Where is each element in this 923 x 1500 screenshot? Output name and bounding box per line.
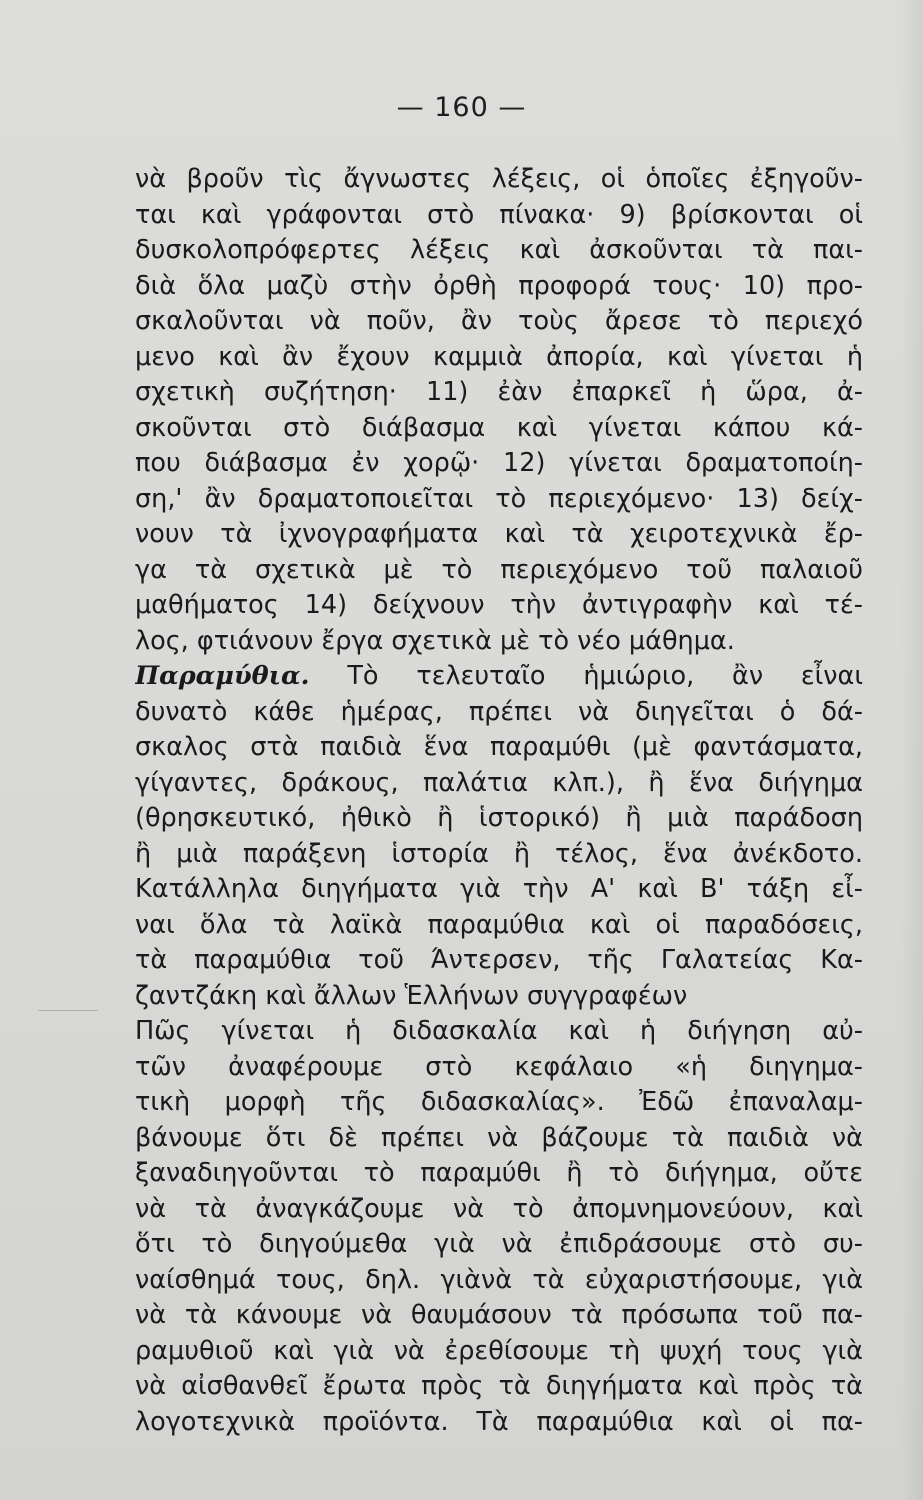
text-line: ξαναδιηγοῦνται τὸ παραμύθι ἢ τὸ διήγημα, οὔτε bbox=[135, 1158, 863, 1188]
text-line: μαθήματος 14) δείχνουν τὴν ἀντιγραφὴν καὶ τέ- bbox=[135, 590, 863, 620]
text-line: Κατάλληλα διηγήματα γιὰ τὴν Α' καὶ Β' τάξη εἶ- bbox=[135, 874, 863, 904]
text-line: σκοῦνται στὸ διάβασμα καὶ γίνεται κάπου κά- bbox=[135, 412, 863, 443]
text-line: ναίσθημά τους, δηλ. γιὰνὰ τὰ εὐχαριστήσουμε, γιὰ bbox=[135, 1264, 863, 1295]
text-line: ἢ μιὰ παράξενη ἱστορία ἢ τέλος, ἕνα ἀνέκδοτο. bbox=[135, 838, 863, 869]
text-line: ὅτι τὸ διηγούμεθα γιὰ νὰ ἐπιδράσουμε στὸ συ- bbox=[135, 1229, 863, 1259]
page-number: — 160 — bbox=[396, 92, 527, 123]
text-line: ται καὶ γράφονται στὸ πίνακα· 9) βρίσκονται οἱ bbox=[135, 199, 863, 230]
text-line: μενο καὶ ἂν ἔχουν καμμιὰ ἀπορία, καὶ γίνεται ἡ bbox=[135, 341, 863, 372]
text-line: λογοτεχνικὰ προϊόντα. Τὰ παραμύθια καὶ οἱ πα- bbox=[135, 1406, 863, 1437]
text-line: (θρησκευτικό, ἠθικὸ ἢ ἱστορικό) ἢ μιὰ παράδοση bbox=[135, 803, 863, 833]
text-line: ναι ὅλα τὰ λαϊκὰ παραμύθια καὶ οἱ παραδόσεις, bbox=[135, 909, 863, 940]
text-line: ση,' ἂν δραματοποιεῖται τὸ περιεχόμενο· 13) δείχ- bbox=[135, 483, 863, 514]
text-line: νὰ βροῦν τὶς ἄγνωστες λέξεις, οἱ ὁποῖες ἐξηγοῦν- bbox=[135, 164, 863, 194]
text-line: γα τὰ σχετικὰ μὲ τὸ περιεχόμενο τοῦ παλαιοῦ bbox=[135, 554, 863, 585]
text-line: δυνατὸ κάθε ἡμέρας, πρέπει νὰ διηγεῖται ὁ δά- bbox=[135, 696, 863, 727]
text-line: νὰ τὰ κάνουμε νὰ θαυμάσουν τὰ πρόσωπα τοῦ πα- bbox=[135, 1300, 863, 1330]
section-heading: Παραμύθια. bbox=[135, 661, 310, 691]
section-first-line bbox=[135, 659, 863, 695]
text-line: νὰ τὰ ἀναγκάζουμε νὰ τὸ ἀπομνημονεύουν, καὶ bbox=[135, 1193, 863, 1224]
text-line: βάνουμε ὅτι δὲ πρέπει νὰ βάζουμε τὰ παιδιὰ νὰ bbox=[135, 1122, 863, 1153]
text-line: διὰ ὅλα μαζὺ στὴν ὀρθὴ προφορά τους· 10) προ- bbox=[135, 270, 863, 301]
text-line: δυσκολοπρόφερτες λέξεις καὶ ἀσκοῦνται τὰ παι- bbox=[135, 235, 863, 265]
text-line: τὰ παραμύθια τοῦ Άντερσεν, τῆς Γαλατείας Κα- bbox=[135, 945, 863, 975]
text-line: νουν τὰ ἰχνογραφήματα καὶ τὰ χειροτεχνικὰ ἔρ- bbox=[135, 519, 863, 549]
text-line: νὰ αἰσθανθεῖ ἔρωτα πρὸς τὰ διηγήματα καὶ πρὸς τὰ bbox=[135, 1371, 863, 1401]
text-line: γίγαντες, δράκους, παλάτια κλπ.), ἢ ἕνα διήγημα bbox=[135, 767, 863, 798]
text-line: τῶν ἀναφέρουμε στὸ κεφάλαιο «ἡ διηγημα- bbox=[135, 1051, 863, 1082]
page-edge-shadow bbox=[901, 0, 923, 1500]
section-first-line-text: Τὸ τελευταῖο ἡμιώριο, ἂν εἶναι bbox=[309, 661, 863, 691]
text-line: Πῶς γίνεται ἡ διδασκαλία καὶ ἡ διήγηση αὐ- bbox=[135, 1016, 863, 1046]
text-line: ραμυθιοῦ καὶ γιὰ νὰ ἐρεθίσουμε τὴ ψυχή τους γιὰ bbox=[135, 1335, 863, 1366]
text-line: που διάβασμα ἐν χορῷ· 12) γίνεται δραματοποίη- bbox=[135, 448, 863, 478]
text-line: τικὴ μορφὴ τῆς διδασκαλίας». Ἐδῶ ἐπαναλαμ- bbox=[135, 1087, 863, 1117]
margin-pencil-mark bbox=[38, 1010, 98, 1011]
text-line: σκαλοῦνται νὰ ποῦν, ἂν τοὺς ἄρεσε τὸ περιεχό bbox=[135, 306, 863, 336]
text-line: λος, φτιάνουν ἔργα σχετικὰ μὲ τὸ νέο μάθημα. bbox=[135, 625, 735, 656]
text-line: ζαντζάκη καὶ ἄλλων Ἑλλήνων συγγραφέων bbox=[135, 980, 688, 1011]
text-line: σχετικὴ συζήτηση· 11) ἐὰν ἐπαρκεῖ ἡ ὥρα, ἀ- bbox=[135, 377, 863, 407]
text-line: σκαλος στὰ παιδιὰ ἕνα παραμύθι (μὲ φαντάσματα, bbox=[135, 732, 863, 762]
body-text bbox=[135, 162, 863, 1440]
